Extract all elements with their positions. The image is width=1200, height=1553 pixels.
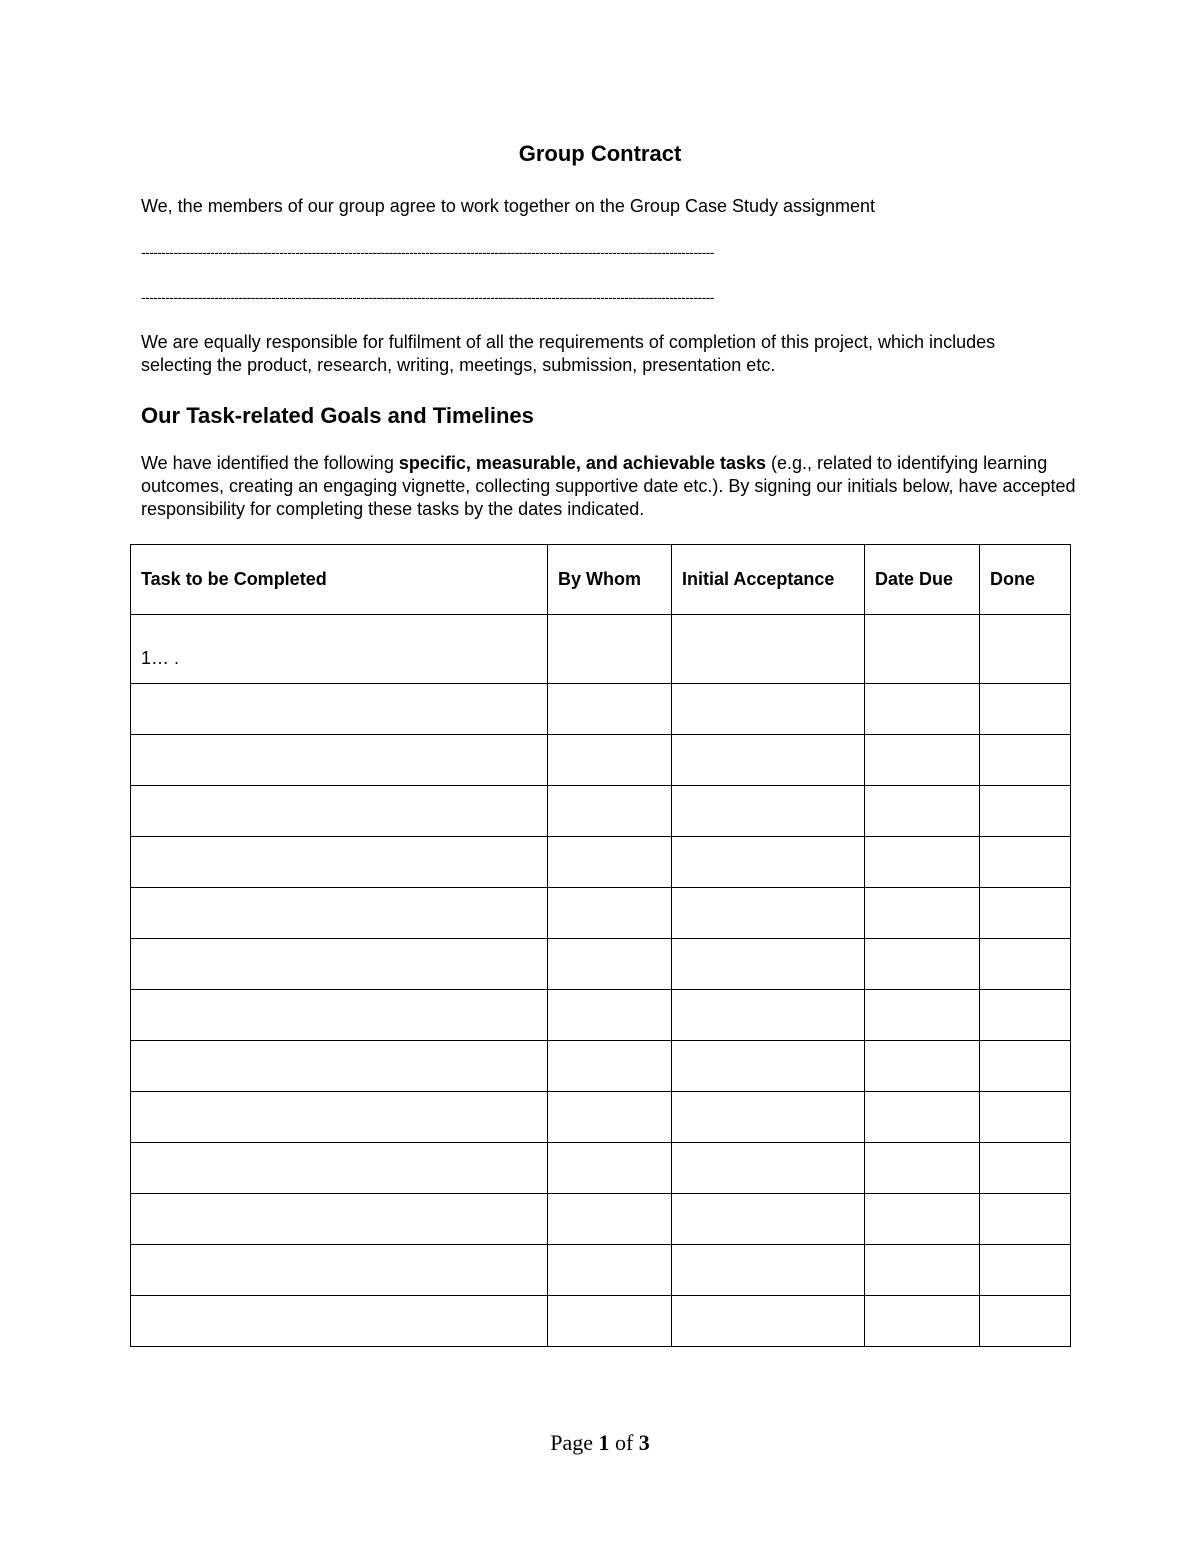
done-cell[interactable] [980, 1194, 1071, 1245]
done-cell[interactable] [980, 888, 1071, 939]
task-cell[interactable] [131, 786, 548, 837]
task-cell[interactable] [131, 1143, 548, 1194]
date-due-cell[interactable] [865, 1143, 980, 1194]
task-cell[interactable] [131, 837, 548, 888]
by-whom-cell[interactable] [548, 1245, 672, 1296]
page-footer [0, 1430, 1200, 1456]
responsibility-text: We are equally responsible for fulfilment of all the requirements of completion of this project, which includes selecting the product, research, writing, meetings, submission, presentation etc. [141, 332, 996, 375]
task-cell[interactable] [131, 990, 548, 1041]
header-done: Done [980, 545, 1071, 615]
table-row [131, 939, 1071, 990]
date-due-cell[interactable] [865, 735, 980, 786]
section-heading: Our Task-related Goals and Timelines [141, 403, 534, 428]
date-due-cell[interactable] [865, 615, 980, 684]
by-whom-cell[interactable] [548, 837, 672, 888]
table-row [131, 1194, 1071, 1245]
footer-of-word: of [614, 1430, 634, 1455]
member-name-line-1[interactable]: --------------------------------------------------------------------------------------------------------------------------------------------- [141, 244, 714, 260]
table-header-row [131, 545, 1071, 615]
task-cell[interactable] [131, 1245, 548, 1296]
date-due-cell[interactable] [865, 1194, 980, 1245]
header-initial-acceptance: Initial Acceptance [672, 545, 865, 615]
date-due-cell[interactable] [865, 939, 980, 990]
intro-text: We, the members of our group agree to work together on the Group Case Study assignment [141, 196, 876, 216]
date-due-cell[interactable] [865, 837, 980, 888]
done-cell[interactable] [980, 786, 1071, 837]
initial-acceptance-cell[interactable] [672, 1194, 865, 1245]
page-title: Group Contract [518, 141, 682, 166]
by-whom-cell[interactable] [548, 615, 672, 684]
initial-acceptance-cell[interactable] [672, 684, 865, 735]
done-cell[interactable] [980, 990, 1071, 1041]
member-name-line-2[interactable]: --------------------------------------------------------------------------------------------------------------------------------------------- [141, 289, 714, 305]
by-whom-cell[interactable] [548, 888, 672, 939]
footer-page-word: Page [550, 1430, 593, 1455]
by-whom-cell[interactable] [548, 1092, 672, 1143]
table-row [131, 837, 1071, 888]
by-whom-cell[interactable] [548, 990, 672, 1041]
table-row [131, 1296, 1071, 1347]
by-whom-cell[interactable] [548, 735, 672, 786]
table-row [131, 684, 1071, 735]
table-row [131, 786, 1071, 837]
by-whom-cell[interactable] [548, 1041, 672, 1092]
done-cell[interactable] [980, 1296, 1071, 1347]
done-cell[interactable] [980, 615, 1071, 684]
header-date-due: Date Due [865, 545, 980, 615]
date-due-cell[interactable] [865, 1245, 980, 1296]
task-table [130, 544, 1071, 1347]
table-row [131, 990, 1071, 1041]
by-whom-cell[interactable] [548, 939, 672, 990]
footer-total-pages: 3 [638, 1430, 650, 1455]
date-due-cell[interactable] [865, 1296, 980, 1347]
task-cell[interactable] [131, 939, 548, 990]
date-due-cell[interactable] [865, 786, 980, 837]
done-cell[interactable] [980, 1092, 1071, 1143]
table-row [131, 735, 1071, 786]
done-cell[interactable] [980, 1245, 1071, 1296]
done-cell[interactable] [980, 939, 1071, 990]
done-cell[interactable] [980, 1041, 1071, 1092]
tasks-paragraph [141, 452, 1076, 521]
by-whom-cell[interactable] [548, 786, 672, 837]
by-whom-cell[interactable] [548, 684, 672, 735]
done-cell[interactable] [980, 735, 1071, 786]
by-whom-cell[interactable] [548, 1143, 672, 1194]
tasks-para-before: We have identified the following [141, 453, 399, 473]
tasks-para-after: (e.g., related to identifying learning outcomes, creating an engaging vignette, collecting supportive date etc.). By signing our initials below, have accepted responsibility for completing these tasks by the dates indicated. [141, 453, 1076, 519]
task-cell[interactable] [131, 1296, 548, 1347]
initial-acceptance-cell[interactable] [672, 1041, 865, 1092]
header-by-whom: By Whom [548, 545, 672, 615]
initial-acceptance-cell[interactable] [672, 939, 865, 990]
by-whom-cell[interactable] [548, 1194, 672, 1245]
initial-acceptance-cell[interactable] [672, 1092, 865, 1143]
header-task: Task to be Completed [131, 545, 548, 615]
initial-acceptance-cell[interactable] [672, 1245, 865, 1296]
table-row [131, 1143, 1071, 1194]
footer-page-number: 1 [598, 1430, 610, 1455]
task-cell[interactable] [131, 1041, 548, 1092]
date-due-cell[interactable] [865, 684, 980, 735]
initial-acceptance-cell[interactable] [672, 1143, 865, 1194]
date-due-cell[interactable] [865, 990, 980, 1041]
initial-acceptance-cell[interactable] [672, 735, 865, 786]
date-due-cell[interactable] [865, 1092, 980, 1143]
task-cell[interactable]: 1… . [131, 615, 548, 684]
task-cell[interactable] [131, 735, 548, 786]
table-row [131, 1245, 1071, 1296]
date-due-cell[interactable] [865, 888, 980, 939]
initial-acceptance-cell[interactable] [672, 837, 865, 888]
initial-acceptance-cell[interactable] [672, 1296, 865, 1347]
task-cell[interactable] [131, 888, 548, 939]
initial-acceptance-cell[interactable] [672, 786, 865, 837]
initial-acceptance-cell[interactable] [672, 615, 865, 684]
by-whom-cell[interactable] [548, 1296, 672, 1347]
date-due-cell[interactable] [865, 1041, 980, 1092]
task-cell[interactable] [131, 1092, 548, 1143]
initial-acceptance-cell[interactable] [672, 990, 865, 1041]
task-cell[interactable] [131, 684, 548, 735]
table-row [131, 1092, 1071, 1143]
done-cell[interactable] [980, 684, 1071, 735]
table-row [131, 888, 1071, 939]
table-row [131, 1041, 1071, 1092]
tasks-para-bold: specific, measurable, and achievable tasks [398, 453, 767, 473]
done-cell[interactable] [980, 837, 1071, 888]
initial-acceptance-cell[interactable] [672, 888, 865, 939]
task-cell[interactable] [131, 1194, 548, 1245]
table-row [131, 615, 1071, 684]
done-cell[interactable] [980, 1143, 1071, 1194]
